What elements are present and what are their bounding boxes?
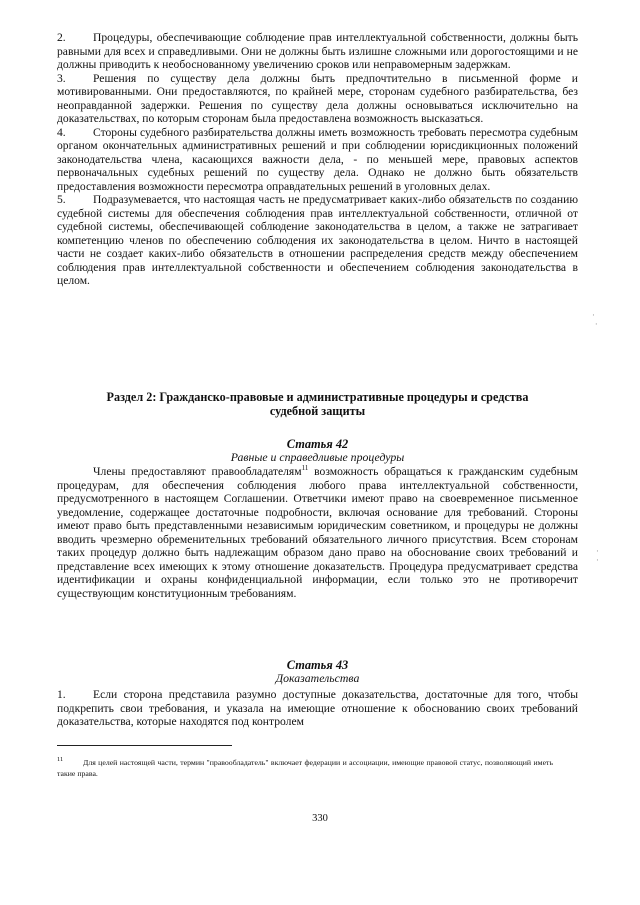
section-title-line-2: судебной защиты [269,404,366,418]
paragraph-number: 2. [57,31,66,44]
footnote-text: Для целей настоящей части, термин "правообладатель" включает федерации и ассоциации, имеющие правовой статус, позволяющий иметь такие права. [57,758,553,778]
article-42-text-rest: возможность обращаться к гражданским судебным процедурам, для обеспечения соблюдения любого права интеллектуальной собственности, предусмотренного в настоящем Соглашении. Ответчики имеют право на своевременное письменное уведомление, содержащее достаточные подробности, включая основание для требований. Стороны имеют право быть представленными независимым юридическим советником, и процедуры не должны вводить чрезмерно обременительных требований обязательного личного присутствия. Всем сторонам таких процедур должно быть надлежащим образом дано право на обоснование своих требований и представление всех имеющих к этому отношение доказательств. Процедура предусматривает средства идентификации и охраны конфиденциальной информации, если только это не противоречит существующим конституционным требованиям. [57,465,578,600]
article-42-subtitle: Равные и справедливые процедуры [230,450,405,464]
article-42-title: Статья 42 [286,437,349,451]
page-number: 330 [312,813,328,824]
paragraph-number: 1. [57,688,66,701]
numbered-paragraphs-top [57,31,578,288]
paragraph-3 [57,72,578,126]
paragraph-number: 3. [57,71,66,85]
article-43-title: Статья 43 [286,658,349,672]
paragraph-text: Решения по существу дела должны быть предпочтительно в письменной форме и мотивированными. Они предоставляются, по крайней мере, сторонам судебного разбирательства, без неоправданной задержки. Решения по существу дела должны основываться исключительно на доказательствах, по которым сторонам была предоставлена возможность высказаться. [57,71,578,125]
scan-speck-mark: · · [596,547,602,566]
section-heading [57,390,578,418]
article-43-paragraph-1 [57,688,578,729]
paragraph-number: 5. [57,193,66,206]
article-42-text [57,465,578,600]
paragraph-2 [57,31,578,72]
article-43-subtitle: Доказательства [275,671,360,685]
footnote-separator [57,745,232,746]
scan-speck-mark: · · [592,311,598,330]
footnote-reference: 11 [301,464,309,473]
paragraph-text: Процедуры, обеспечивающие соблюдение прав интеллектуальной собственности, должны быть равными для всех и справедливыми. Они не должны быть излишне сложными или дорогостоящими и не должны приводить к необоснованному увеличению сроков или неправомерным задержкам. [57,31,578,71]
footnote: 11 Для целей настоящей части, термин "правообладатель" включает федерации и ассоциации, имеющие правовой статус, позволяющий иметь такие права. [57,756,553,778]
paragraph-text: Если сторона представила разумно доступные доказательства, достаточные для того, чтобы подкрепить свои требования, и указала на имеющие отношение к обоснованию своих требований доказательства, которые находятся под контролем [57,688,578,728]
article-42-text-start: Члены предоставляют правообладателям [93,465,302,478]
section-title-line-1: Раздел 2: Гражданско-правовые и административные процедуры и средства [106,390,529,404]
paragraph-text: Стороны судебного разбирательства должны иметь возможность требовать пересмотра судебным органом окончательных административных решений и при соблюдении юрисдикционных положений законодательства члена, касающихся важности дела, - по меньшей мере, правовых аспектов первоначальных судебных решений по существу дела. Однако не должно быть обязательств предоставления возможности пересмотра оправдательных решений в уголовных делах. [57,125,578,193]
paragraph-text: Подразумевается, что настоящая часть не предусматривает каких-либо обязательств по созданию судебной системы для обеспечения соблюдения прав интеллектуальной собственности, отличной от судебной системы, обеспечивающей соблюдение законодательства в целом, а также не затрагивает компетенцию членов по обеспечению соблюдения их законодательства в целом. Ничто в настоящей части не создает каких-либо обязательств в отношении распределения средств между обеспечением соблюдения прав интеллектуальной собственности и обеспечением соблюдения законодательства в целом. [57,193,578,287]
paragraph-4 [57,126,578,194]
paragraph-5 [57,193,578,288]
paragraph-number: 4. [57,125,66,139]
